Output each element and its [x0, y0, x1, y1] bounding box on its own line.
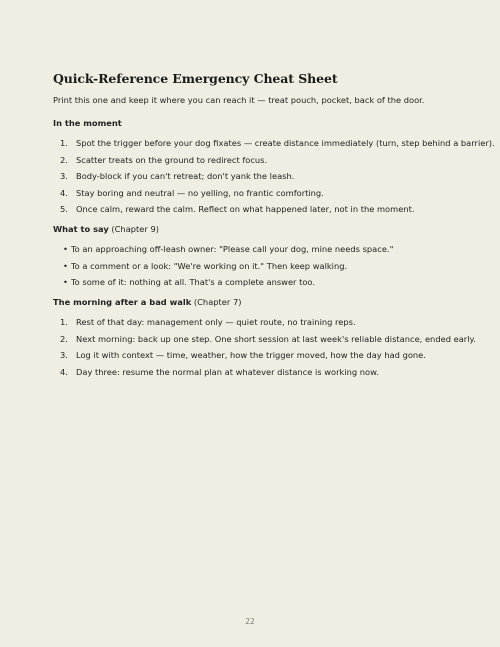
list-item — [53, 350, 453, 361]
list-item-text: Rest of that day: management only — quiet route, no training reps. — [76, 317, 356, 327]
list-item — [53, 138, 495, 149]
chapter-reference: (Chapter 9) — [111, 224, 159, 234]
list-number: 2. — [60, 333, 68, 344]
list-item-text: To some of it: nothing at all. That's a complete answer too. — [71, 277, 315, 287]
list-item — [53, 261, 453, 272]
section-title: The morning after a bad walk — [53, 297, 192, 307]
list-item — [53, 155, 453, 166]
list-item-text: Stay boring and neutral — no yelling, no frantic comforting. — [76, 187, 324, 198]
list-what-to-say — [53, 244, 453, 288]
list-item — [53, 244, 453, 255]
section-heading-what-to-say — [53, 224, 453, 235]
list-item-text: Spot the trigger before your dog fixates — create distance immediately (turn, step behind a barrier). — [76, 138, 495, 148]
list-number: 1. — [60, 138, 68, 148]
list-item — [53, 333, 476, 345]
list-item-text: To a comment or a look: "We're working on it." Then keep walking. — [71, 260, 348, 271]
bullet-icon: • — [63, 244, 68, 254]
list-item-text: Day three: resume the normal plan at whatever distance is working now. — [76, 366, 379, 377]
list-in-the-moment — [53, 138, 495, 215]
chapter-reference: (Chapter 7) — [193, 297, 242, 307]
list-number: 2. — [60, 154, 68, 165]
list-item-text: Log it with context — time, weather, how the trigger moved, how the day had gone. — [76, 350, 426, 360]
section-title: What to say — [53, 224, 109, 234]
section-heading-morning-after — [53, 297, 453, 308]
list-item — [53, 367, 453, 378]
list-item-text: Body-block if you can't retreat; don't yank the leash. — [76, 171, 295, 181]
cheat-sheet — [53, 71, 495, 387]
list-number: 3. — [60, 171, 68, 181]
list-item — [53, 204, 453, 215]
bullet-icon: • — [63, 260, 68, 271]
section-title: In the moment — [53, 118, 122, 128]
list-morning-after — [53, 317, 476, 378]
list-item-text: Next morning: back up one step. One short session at last week's reliable distance, ended early. — [76, 333, 476, 344]
list-number: 3. — [60, 350, 68, 360]
intro-text: Print this one and keep it where you can reach it — treat pouch, pocket, back of the door. — [53, 95, 425, 105]
list-number: 1. — [60, 317, 68, 327]
list-item-text: Once calm, reward the calm. Reflect on what happened later, not in the moment. — [76, 204, 415, 214]
list-number: 4. — [60, 366, 68, 377]
list-item-text: Scatter treats on the ground to redirect focus. — [76, 154, 268, 165]
list-item-text: To an approaching off-leash owner: "Please call your dog, mine needs space." — [71, 244, 394, 254]
page-title: Quick-Reference Emergency Cheat Sheet — [53, 71, 338, 86]
section-heading-in-the-moment — [53, 118, 453, 129]
list-item — [53, 171, 453, 182]
list-number: 5. — [60, 204, 68, 214]
list-item — [53, 317, 453, 328]
bullet-icon: • — [63, 277, 68, 287]
list-number: 4. — [60, 187, 68, 198]
page-number: 22 — [245, 617, 255, 626]
list-item — [53, 277, 453, 288]
list-item — [53, 188, 453, 199]
